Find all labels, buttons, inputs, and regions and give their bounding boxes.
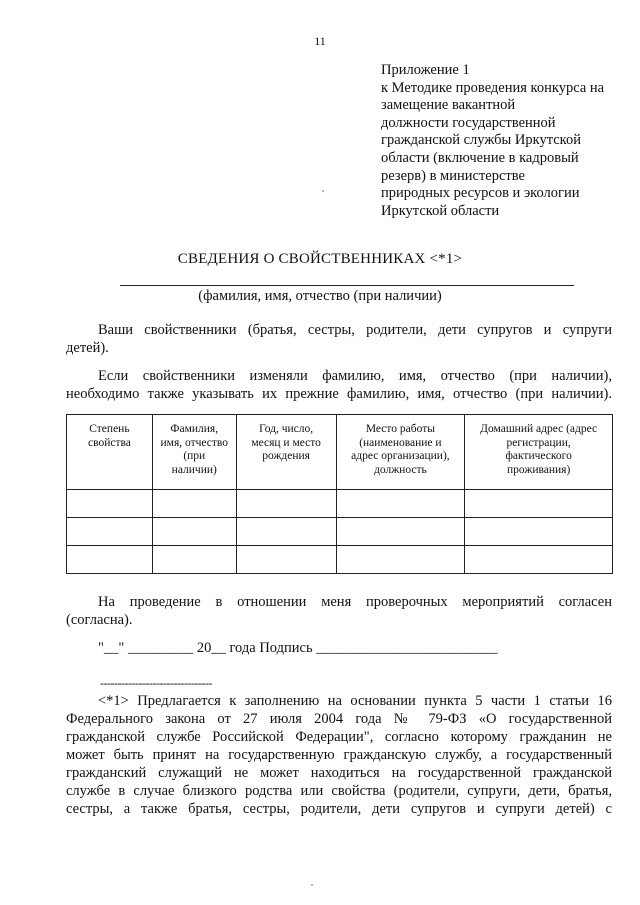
- table-row: [67, 518, 613, 546]
- scan-speck: [311, 884, 313, 886]
- paragraph-line: Ваши свойственники (братья, сестры, родители, дети супругов и супруги: [98, 322, 612, 338]
- table-cell[interactable]: [336, 546, 465, 574]
- appendix-line: природных ресурсов и экологии: [381, 185, 580, 202]
- table-cell[interactable]: [67, 546, 153, 574]
- consent-paragraph: [66, 593, 612, 629]
- footnote-line: гражданский служащий не может находиться на государственной гражданской: [66, 765, 612, 781]
- header-line: рождения: [262, 450, 310, 462]
- table-cell[interactable]: [465, 490, 613, 518]
- footnote-line: <*1> Предлагается к заполнению на основании пункта 5 части 1 статьи 16: [98, 693, 612, 709]
- footnote-separator: --------------------------------: [100, 676, 212, 690]
- header-line: (наименование и: [359, 436, 442, 449]
- appendix-line: резерв) в министерстве: [381, 167, 525, 184]
- paragraph-line: Если свойственники изменяли фамилию, имя, отчество (при наличии),: [98, 368, 612, 384]
- name-caption: (фамилия, имя, отчество (при наличии): [198, 288, 442, 304]
- document-title: СВЕДЕНИЯ О СВОЙСТВЕННИКАХ <*1>: [177, 251, 463, 267]
- header-line: фактического: [505, 450, 572, 462]
- table-cell[interactable]: [67, 490, 153, 518]
- table-cell[interactable]: [236, 490, 336, 518]
- header-workplace: [336, 415, 465, 490]
- page-number: 11: [314, 34, 326, 48]
- table-cell[interactable]: [152, 546, 236, 574]
- header-line: свойства: [87, 436, 131, 449]
- appendix-line: к Методике проведения конкурса на: [381, 79, 605, 96]
- appendix-line: Приложение 1: [381, 62, 470, 78]
- footnote-line: может быть принят на государственную гражданскую службу, а государственный: [66, 747, 612, 763]
- name-fill-line: [120, 285, 574, 286]
- table-cell[interactable]: [152, 518, 236, 546]
- header-birth: [236, 415, 336, 490]
- header-line: адрес организации),: [351, 450, 450, 462]
- header-line: Домашний адрес (адрес: [480, 423, 598, 435]
- paragraph-line: На проведение в отношении меня проверочных мероприятий согласен: [98, 594, 612, 610]
- table-header-row: [67, 415, 613, 490]
- header-full-name: [152, 415, 236, 490]
- table-row: [67, 490, 613, 518]
- paragraph-line: детей).: [66, 340, 109, 356]
- appendix-line: замещение вакантной: [381, 97, 516, 114]
- date-signature-line: "__" _________ 20__ года Подпись _________________________: [98, 640, 498, 656]
- relatives-table: [66, 414, 613, 574]
- appendix-line: Иркутской области: [381, 202, 500, 219]
- appendix-line: гражданской службы Иркутской: [381, 132, 581, 149]
- header-line: Степень: [89, 423, 130, 435]
- paragraph-line: (согласна).: [66, 612, 133, 628]
- paragraph-line: необходимо также указывать их прежние фамилию, имя, отчество (при наличии).: [66, 386, 612, 402]
- name-change-paragraph: [66, 367, 612, 403]
- table-cell[interactable]: [236, 518, 336, 546]
- header-line: Место работы: [365, 423, 435, 435]
- table-cell[interactable]: [67, 518, 153, 546]
- table-cell[interactable]: [336, 490, 465, 518]
- footnote-line: гражданской службе Российской Федерации", согласно которому гражданин не: [66, 729, 612, 745]
- footnote-line: сестры, а также братья, сестры, родители, дети супругов и супруги детей) с: [66, 801, 612, 817]
- footnote-line: Федерального закона от 27 июля 2004 года № 79-ФЗ «О государственной: [66, 711, 612, 727]
- footnote: [66, 692, 612, 818]
- appendix-line: должности государственной: [381, 114, 556, 131]
- table-cell[interactable]: [336, 518, 465, 546]
- appendix-note: [381, 62, 631, 220]
- header-line: проживания): [507, 463, 571, 476]
- relatives-paragraph: [66, 321, 612, 357]
- header-line: наличии): [171, 463, 217, 476]
- table-cell[interactable]: [465, 546, 613, 574]
- header-line: имя, отчество: [160, 436, 229, 449]
- header-line: Год, число,: [259, 423, 314, 435]
- header-home-address: [465, 415, 613, 490]
- table-cell[interactable]: [236, 546, 336, 574]
- table-row: [67, 546, 613, 574]
- footnote-line: службе в случае близкого родства или свойства (родители, супруги, дети, братья,: [66, 783, 612, 799]
- header-line: (при: [183, 450, 206, 462]
- table-cell[interactable]: [152, 490, 236, 518]
- appendix-line: области (включение в кадровый: [381, 149, 579, 166]
- header-line: месяц и место: [251, 436, 321, 449]
- table-cell[interactable]: [465, 518, 613, 546]
- header-line: Фамилия,: [170, 423, 219, 435]
- header-line: регистрации,: [506, 436, 571, 449]
- header-line: должность: [374, 463, 427, 476]
- header-relation-degree: [67, 415, 153, 490]
- scan-speck: [322, 190, 324, 192]
